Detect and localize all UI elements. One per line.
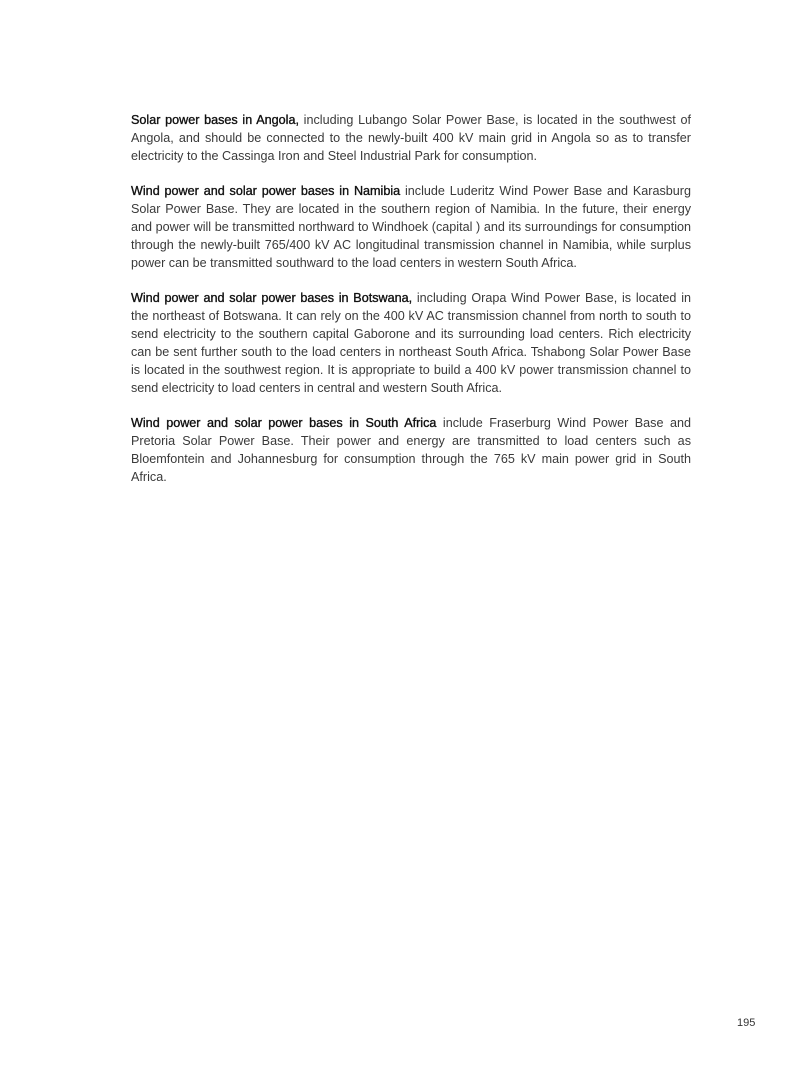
body-text	[131, 111, 691, 503]
paragraph-lead: Wind power and solar power bases in Namibia	[131, 184, 401, 198]
paragraph-lead: Wind power and solar power bases in South Africa	[131, 416, 437, 430]
paragraph-botswana	[131, 289, 691, 397]
paragraph-namibia	[131, 182, 691, 272]
paragraph-lead: Solar power bases in Angola,	[131, 113, 299, 127]
paragraph-angola	[131, 111, 691, 165]
paragraph-body: including Orapa Wind Power Base, is located in the northeast of Botswana. It can rely on the 400 kV AC transmission channel from north to south to send electricity to the southern capital Gaborone and its surrounding load centers. Rich electricity can be sent further south to the load centers in northeast South Africa. Tshabong Solar Power Base is located in the southwest region. It is appropriate to build a 400 kV power transmission channel to send electricity to load centers in central and western South Africa.	[131, 291, 691, 395]
paragraph-body: including Lubango Solar Power Base, is located in the southwest of Angola, and should be connected to the newly-built 400 kV main grid in Angola so as to transfer electricity to the Cassinga Iron and Steel Industrial Park for consumption.	[131, 113, 692, 163]
paragraph-body: include Fraserburg Wind Power Base and Pretoria Solar Power Base. Their power and energy are transmitted to load centers such as Bloemfontein and Johannesburg for consumption through the 765 kV main power grid in South Africa.	[131, 416, 691, 484]
paragraph-south-africa	[131, 414, 691, 486]
paragraph-body: include Luderitz Wind Power Base and Karasburg Solar Power Base. They are located in the southern region of Namibia. In the future, their energy and power will be transmitted northward to Windhoek (capital ) and its surroundings for consumption through the newly-built 765/400 kV AC longitudinal transmission channel in Namibia, while surplus power can be transmitted southward to the load centers in western South Africa.	[131, 184, 691, 270]
page-number: 195	[737, 1017, 756, 1029]
paragraph-lead: Wind power and solar power bases in Botswana,	[131, 291, 413, 305]
